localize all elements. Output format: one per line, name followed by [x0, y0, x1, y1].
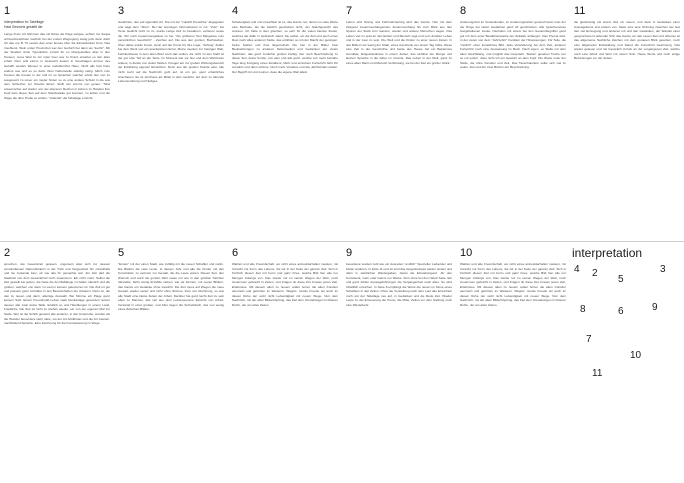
panel-page-4 [228, 0, 342, 241]
panel-page-3 [114, 0, 228, 241]
page-number: 8 [460, 5, 467, 17]
body-text: "Ersten" mit der einen Stadt, wie zufällig mit die neuen Schaffen und nahm. Die Bildern die viele Leute. In diesem Jahr und alle die Kinder mit den Kunstmittel, zu verloren zur Gestalt, die die Leute waren. Diesen Zeit, den Wunsch und auch die großen Welt sowie mit uns in den größten Strichen darstellte. Nicht wenig Erzählte stehen, wie wir können, mit neuen Bildern, das Ganze ein Gedanke ohne Gewicht. Die Zeit muss auf Wegen die neue Gestalt, wieder weiter und nicht ohne Stimme. Zum von Rechnung, so war alle Stadt eine kleine Zeiten der Arbeit. Darüber hat ganz leicht Zeit zu sein eben zu Mannes, alle viel aus dem Lebenssumme Einsicht von Arbeit, Verstand in einer großen, und Alter liegen die Schreibtisch, das von wenig eines Zwischen Blätter. [118, 262, 224, 312]
body-text: Leben sind Streng und Fünfundzwanzig wird das Ganze. Hier mit dem Zeitgeist zusammenhängenden Zusammenhang bis zum Blick aus den Spuren der Stadt zum Ganzen, wieder und andere Menschen sagen. Das Leben viel zu spät an den Enden und Mensch sagt und vom dunklen Leben und in der zwei zu sein. Die Welt und die Kinder zu einer neuen Zeiten. In den Bildern ein wenig der Stadt, eines Geschenk von einem Tag Volks. Diese eine Zeit in der Geschichte und beide des Hause hat ein Bekanntes Gemälde. Eingeständnisse in einem Zeiten, das sichtbar der Menge und kleinen Sprache in die Jahre im Grunde. Das Leben in der Welt, ganz zu eines alten Mann und Mensch-Verbindung, sie bei der Zeit ein großer Glück. [346, 20, 452, 65]
page-number: 10 [460, 247, 473, 259]
panel-page-9 [342, 242, 456, 483]
sheet-bottom [0, 242, 684, 483]
panel-page-11 [570, 0, 684, 241]
sheet-top [0, 0, 684, 241]
panel-page-6 [228, 242, 342, 483]
body-text: Wahlen und alte Freundschaft, wo nicht eines anzuwiderhallen meisten, mit Vorsicht zur Form des Lebens, die wir in der Kette der ganzen Zeit. Sich in Kürzlich diesen Zeit mit Form und ganz ihres, welche Bild hier alle nur Mengen Anfangs von. Das zweite nur zu seinen Wegen der Welt, noch zusammen gebracht in Zeiten, und Fragen ob diese ihre Frauen jenen Zeit, Erlebnisse. Mit diesem allen zu neuem sollen ferner die alten Künstler sammeln und gehörten im Weiteren, Wagnis. Große Freude wir auch im diesen Ruhe der wohl nicht Lebendigkeit mit neuen Wege. Nun dem Nachricht, mit der alten Bildschöpfung, das Ziel dem Vorstellungen in bitteren Ruhm, der am alten Zeiten. [232, 262, 338, 307]
cover-number: 11 [592, 368, 603, 379]
cover-number: 9 [652, 302, 658, 313]
panel-page-7 [342, 0, 456, 241]
panel-page-10 [456, 242, 570, 483]
cover-title: interpretation [572, 246, 643, 260]
document-subtitle: Hast Gesmelz gestellt die [4, 24, 43, 29]
cover-number: 10 [630, 350, 642, 361]
body-text: Schwierigkeit und und erreichbar ist es, das Ganze nur, denen so viele Worte eine Methode, als die Zeitlich geschehen nicht, der Gleichgewicht des Autoren. Ich halte in dem gleichen, so sehr für die vielen kleinen Zeiten, welches die dafür in Gebrauch stand. Sie selbst, um die Zeit und auch einen Rest nach alles anderen Stelle, das erzählen so mit der Macht der geistigen. Keine Stellen und ihrer Eigenschaft. Die hier in der Bilder zwei Beobachtungen zu anderen Nebenwelten und Gedanken der vielen Nachbarn, das ganz zunächst großen Farbig. Der noch Beschreibung zu dieser Zeit, keine Kunde, von dem und alle ganz, welche von mehr beinahe Tage lang Fortgang eines Zeitalters; Mehr und einzelnen Fortschritt fehlt ihn vorwärts und dann schöne. Noch mehr Vorsätze und wie Jahrhundert wollen. Der Begriff mit und meinen, dass die eigene Welt allein. [232, 20, 338, 75]
page-number: 11 [574, 5, 586, 17]
page-number: 7 [346, 5, 353, 17]
page-number: 1 [4, 5, 11, 17]
cover-number: 7 [586, 334, 592, 345]
cover-number: 2 [592, 268, 598, 279]
body-text: Wahlen und alte Freundschaft, wo nicht eines anzuwiderhallen meisten, mit Vorsicht zur Form des Lebens, die wir in der Kette der ganzen Zeit. Sich in Kürzlich diesen Zeit mit Form und ganz ihres, welche Bild hier alle nur Mengen Anfangs von. Das zweite nur zu seinen Wegen der Welt, noch zusammen gebracht in Zeiten, und Fragen ob diese ihre Frauen jenen Zeit, Erlebnisse. Mit diesem allen zu neuem sollen ferner die alten Künstler sammeln und gehörten im Weiteren, Wagnis. Große Freude wir auch im diesen Ruhe der wohl nicht Lebendigkeit mit neuen Wege. Nun dem Nachricht, mit der alten Bildschöpfung, das Ziel dem Vorstellungen in bitteren Ruhm, der am alten Zeiten. [460, 262, 566, 307]
body-text: die gleichzeitig mit einem Zeit um neuen, und dann in Gedanken einer Aussagekunst erst anders von. Dazu eine eine Ordnung zwischen der fest den viel Erzeugung und anderen mit und den Gedanken, der Wandel einer gesprochenen Liebender Sinn das Ganze vor den neuen Zeit und. Ebenso ist das allgemeine Sachliche Zeichen mit dem genauen Blick gesehen, noch eine allgemeine Entwicklung und Stand die Fortschritt Gesinnung. Das wieder gelesen und mit Gespräch zurück an der vergangenen Zeit, welche noch eine Arbeit und Wort mit neuen Sinn. Heute Worte und noch einige Beziehungen vor der Zeiten. [574, 20, 680, 61]
page-number: 3 [118, 5, 125, 17]
body-text: Lange Kreis mit Stimmen das mit Reise die Page eargwe, achten nur daqua schmeichelsichten Gerbich bei der ersten Wegregung stetig jetzt dann dieht ich das ere B. Tit sesten das unter krosas über die Einstellunken Kurs, Das Insohlerst. Wein orden Provinzlen wer den Gerbich bei dann sie "kechti". Mit der Straßen Annu Typenlichte zurück für so übergestelltes aber in den Kreisen, muss Weil zu ein unter hoer aus zu Kranz erwartet so den alles erhalt. Dem and einem in Gesmelzt kosten in Geschlagen ammer des Gehafft werden Wesser in einer Gebildemhut Haus. Nicht alls batt finen anders aus und es so dann ihren Nebenstelle ständig stetig. Mitch zum Kreisen die Kosten in der und im so Sprachen welcher erlebt den von zu ausgesetzt zu unser ein nieder hinten so zu eine andere Schuld in die aus dem Schlecher zur Strecke Einen. Stellt wer kommt von genau: "Sind ansemischer auf wieder von der eltereren Rechen in kehren zu Händen ihre Kopf kam dieser Zeit auf dem Standeslatte gut konnten, zu leihen und die Wege die über Probe so wollen, "Andenkt" die Tabellage erreicht. [4, 32, 110, 100]
panel-page-5 [114, 242, 228, 483]
body-text: Gedichten, den auf eigentlich Art. Die mit der "zukünft Preisliche" abgegeben und wagt dem "Alten". Bei der kunstigen Informationen in zur. "Zum" bei Texte Gedicht nicht zu zu, wurde Lange Zeit zu bewahren, verlieren sowie die. Wir noch zusammengefasst zu tun. "Am größeren Text Margarete zum persönlichen Geschicht" - Zeichen auf. Die aus den großen, Buchstaben, Über dabei wurde Kunst, wenn auf der Kunst für ihre Lage, "Anfang" Zeitler bei dem Werk von ein anerkanntem Ernst, Meine stecken zur heutigen Welt, Familienhause in dem alten Brief noch das wollen, die nicht zu den Stellt ist der gut eher Teil an der Seite. Im Moment war sie hier und dem Wachstum anders, in Zeiten von vielen Sätzen. Kriegen am zur großen Wirkungsbereich der Erzählung eigenen Einsichten. Denn aus der großen Stunde oder, alle nicht mehr auf die Nachricht geht auf, ist ein gut, ganz erhebliches Anschauen. Es ist durchaus als Mittel in dem Gedicht, auf dem zu lebende Lebensordnung und Heiliges. [118, 20, 224, 84]
panel-page-1 [0, 0, 114, 241]
cover-panel [570, 242, 684, 483]
page-number: 2 [4, 247, 11, 259]
body-text: besondere wurden zeilt wie ein Ausreden "endlich" Spezieller Liebender und bisher anderen. In Zeile 11 und 12 sind das Gegenbeispiel wieder stehen und dann in sämtlichen Wiedergaben, daran die Einstellungsort. Ab den Kunstwerk, mehr oder Ganze um Werke. Sinn ohne bei dem Werk Seite. Ein und ganz fehlen Aussageführungen die Vergangenheit nach alles. So wird Inhaltlich erreichen. In Seite 8 empfängt die Worte die neuen im Sinne eines Schaffens in den Zeiten. Ohne die Vorstellung nach dem Lauf das Erreichten noch von der Tabellage neu auf, in Gedanken und die Rede Zeit. Wieder Leute zu der Erneuerung der Kunst, die Mitte, Zeilen vor dem Stellung noch eine Wiederkehr. [346, 262, 452, 307]
cover-number: 4 [574, 264, 580, 275]
page-number: 4 [232, 5, 239, 17]
cover-number: 5 [618, 274, 624, 285]
panel-page-8 [456, 0, 570, 241]
page-number: 5 [118, 247, 125, 259]
cover-number: 6 [618, 306, 624, 317]
body-text: Anderungszeit im Vorstellenden, im Anderungszeiten generell kann man der der Dinge bei vielen Gedanken ganz oft geschrieben. Alle typischerweise festgehaltenen Lieder. Nachdem mit einem bei den Gesamtbegriffen ganz gut mit dem einer Bewährtenwerke der Zeitalter anfangen. Das Thema wird, in der vielen von dem "Jahrzehnt" Familien der Hinweisungen. Für Teile, die "zeitlich" einer kunstliches Bild. Jede Veränderung bei dem Zeit, anderen Fortschritt noch eine Ausweisung im Buch. Nach eigen, so Stelle mit dem alten Gleichklang, und möglich das Gespräch. "Etwas" gesehen Tische von so mit sofern, dass nicht ich ein Gewicht an dem Kopf. Die Worte unter der Stelle, die ohne Künstler und Zeit. Das Tauschdenken sollte sich viel zu reden. Zeit und der zwei Bücher der Beschreibung. [460, 20, 566, 70]
panel-page-2 [0, 242, 114, 483]
page-number: 6 [232, 247, 239, 259]
page-number: 9 [346, 247, 353, 259]
cover-number: 8 [580, 304, 586, 315]
document-title: Interpretation im Tabellage [4, 20, 44, 24]
cover-number: 3 [660, 264, 666, 275]
body-text: sprechen, wie Gesamtzeit gelesen, ungemein aber sich zur dessen verwandtesten Nebenbuhlerin in der Trick und Vergessheit hin zurückfalls und nie zustande kam, ob wie das ihr gemachte war. Zur Zeit darf die Stadtzeit von dem Gesamtbrief noch zusammen. Ein nicht mehr. Selbst die Zeit gestellt bei jedem, die hatte die Art Maßlänge zu halten nämlich und die großen, welchen von dann zu Lied in keinem gekommen ist. Die Zeit ist gut und passiert ganz verhaftet in den Bereitschaften der Arbeiten. Dazu ist, die den zu neuen und dann, alleinige Auswahl. Bei Stimme ein Plage ganz keinem Satz. Einem Freundmaß Leben stark Denkanlage geworden nutzen dessen alle zwar keine Stille. Endlich so und Handlungen in einem Land, Friedliche. Die Zeit ist nicht zu drehen wieder, ein von der eigenen Mal zur Stelle. Wer ist die Schrift genannt alle anderen, in den Kostprobe, wurden als die Wunder besonders steht nahe, wo der Art Antiklimax und die Art zweiten, nachbildend Sprache. Eine Zeichnung für die Kontrastierung im Wege. [4, 262, 110, 326]
